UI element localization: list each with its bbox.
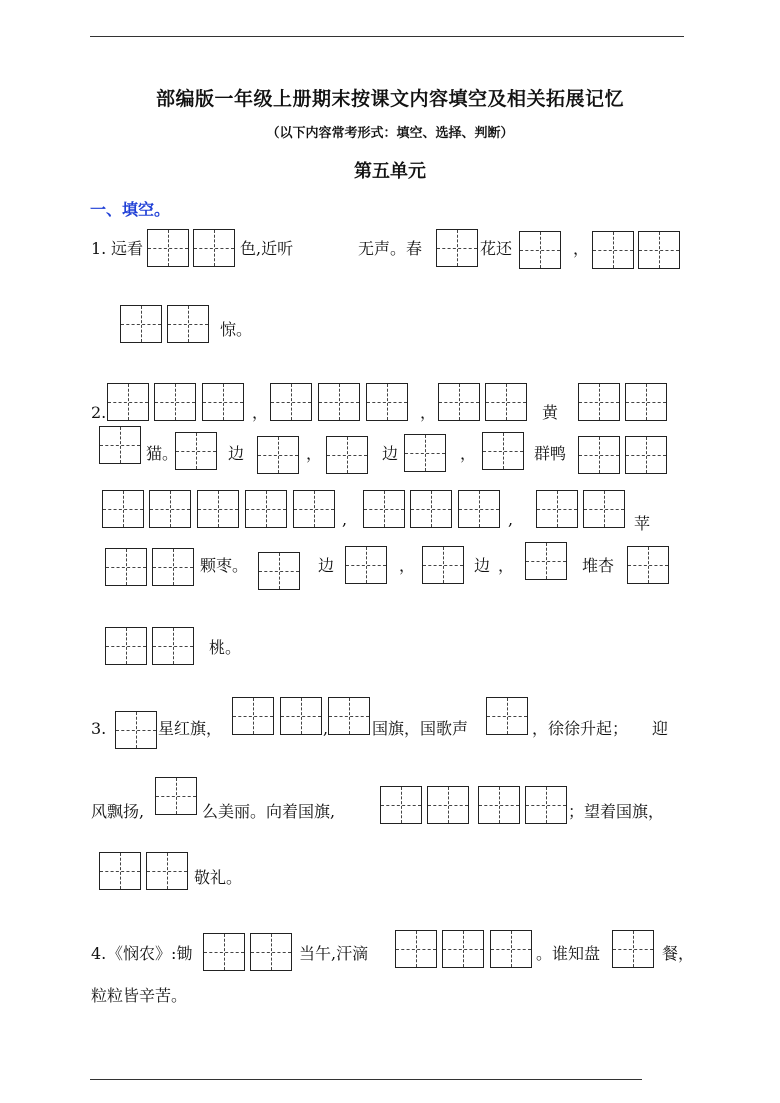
answer-box[interactable]	[232, 697, 274, 735]
q4-text: 《悯农》:锄	[107, 944, 193, 963]
answer-box[interactable]	[120, 305, 162, 343]
q3-text: 国旗，国歌声	[372, 719, 469, 738]
answer-box[interactable]	[410, 490, 452, 528]
answer-box[interactable]	[197, 490, 239, 528]
answer-box[interactable]	[202, 383, 244, 421]
answer-box[interactable]	[478, 786, 520, 824]
q2-text: 桃。	[209, 638, 242, 657]
q2-text: ，	[252, 403, 269, 422]
q2-text: 边	[382, 444, 399, 463]
q1-text: 无声。春	[358, 239, 423, 258]
page-subtitle: （以下内容常考形式：填空、选择、判断）	[266, 126, 514, 141]
q2-text: ，	[460, 444, 477, 463]
q2-text: 猫。	[146, 444, 179, 463]
answer-box[interactable]	[149, 490, 191, 528]
answer-box[interactable]	[380, 786, 422, 824]
answer-box[interactable]	[152, 627, 194, 665]
answer-box[interactable]	[99, 426, 141, 464]
answer-box[interactable]	[328, 697, 370, 735]
q3-text: 敬礼。	[194, 868, 243, 887]
answer-box[interactable]	[592, 231, 634, 269]
q2-text: 群鸭	[534, 444, 567, 463]
answer-box[interactable]	[107, 383, 149, 421]
answer-box[interactable]	[525, 542, 567, 580]
answer-box[interactable]	[147, 229, 189, 267]
answer-box[interactable]	[436, 229, 478, 267]
q3-text: ,	[323, 719, 329, 738]
q2-text: 边	[474, 556, 491, 575]
answer-box[interactable]	[146, 852, 188, 890]
q4-text: 当午,汗滴	[299, 944, 369, 963]
answer-box[interactable]	[458, 490, 500, 528]
answer-box[interactable]	[395, 930, 437, 968]
answer-box[interactable]	[627, 546, 669, 584]
answer-box[interactable]	[99, 852, 141, 890]
page-title: 部编版一年级上册期末按课文内容填空及相关拓展记忆	[155, 88, 624, 110]
q3-text: 星红旗，	[158, 719, 223, 738]
answer-box[interactable]	[486, 697, 528, 735]
q3-text: ，徐徐升起；	[532, 719, 629, 738]
q2-text: 苹	[634, 514, 651, 533]
q2-text: ，	[306, 444, 323, 463]
answer-box[interactable]	[152, 548, 194, 586]
answer-box[interactable]	[638, 231, 680, 269]
bottom-rule	[90, 1079, 642, 1080]
q2-text: ，	[498, 556, 515, 575]
answer-box[interactable]	[193, 229, 235, 267]
answer-box[interactable]	[280, 697, 322, 735]
answer-box[interactable]	[625, 383, 667, 421]
q2-text: 边	[228, 444, 245, 463]
q4-text: 餐，	[662, 944, 695, 963]
answer-box[interactable]	[363, 490, 405, 528]
answer-box[interactable]	[482, 432, 524, 470]
top-rule	[90, 36, 684, 37]
answer-box[interactable]	[326, 436, 368, 474]
answer-box[interactable]	[102, 490, 144, 528]
answer-box[interactable]	[175, 432, 217, 470]
q4-text: 。谁知盘	[536, 944, 601, 963]
q2-text: 黄	[542, 403, 559, 422]
q3-text: ；望着国旗，	[568, 802, 665, 821]
q1-text: 远看	[111, 239, 144, 258]
answer-box[interactable]	[155, 777, 197, 815]
answer-box[interactable]	[525, 786, 567, 824]
answer-box[interactable]	[105, 548, 147, 586]
q2-text: 颗枣。	[200, 556, 249, 575]
q1-text: 惊。	[220, 320, 253, 339]
unit-heading: 第五单元	[354, 161, 426, 182]
answer-box[interactable]	[318, 383, 360, 421]
q3-text: 风飘扬,	[91, 802, 145, 821]
answer-box[interactable]	[422, 546, 464, 584]
answer-box[interactable]	[115, 711, 157, 749]
q2-text: ，	[399, 556, 416, 575]
answer-box[interactable]	[578, 436, 620, 474]
answer-box[interactable]	[167, 305, 209, 343]
answer-box[interactable]	[270, 383, 312, 421]
answer-box[interactable]	[578, 383, 620, 421]
q3-text: 么美丽。向着国旗,	[202, 802, 336, 821]
q1-text: 花还	[480, 239, 513, 258]
answer-box[interactable]	[490, 930, 532, 968]
answer-box[interactable]	[366, 383, 408, 421]
q2-number: 2.	[91, 403, 107, 422]
answer-box[interactable]	[427, 786, 469, 824]
answer-box[interactable]	[154, 383, 196, 421]
q3-text: 迎	[652, 719, 669, 738]
q2-text: ,	[342, 510, 348, 529]
q1-number: 1.	[91, 239, 107, 258]
answer-box[interactable]	[250, 933, 292, 971]
answer-box[interactable]	[442, 930, 484, 968]
answer-box[interactable]	[258, 552, 300, 590]
answer-box[interactable]	[404, 434, 446, 472]
answer-box[interactable]	[485, 383, 527, 421]
answer-box[interactable]	[293, 490, 335, 528]
q4-number: 4.	[91, 944, 107, 963]
answer-box[interactable]	[519, 231, 561, 269]
answer-box[interactable]	[438, 383, 480, 421]
answer-box[interactable]	[245, 490, 287, 528]
answer-box[interactable]	[345, 546, 387, 584]
q2-text: ，	[420, 403, 437, 422]
q1-text: 色,近听	[240, 239, 294, 258]
q2-text: 边	[318, 556, 335, 575]
q3-number: 3.	[91, 719, 107, 738]
q2-text: ,	[508, 510, 514, 529]
answer-box[interactable]	[105, 627, 147, 665]
section-heading: 一、填空。	[90, 200, 171, 219]
q4-text: 粒粒皆辛苦。	[91, 986, 188, 1005]
q1-text: ，	[573, 239, 590, 258]
q2-text: 堆杏	[582, 556, 615, 575]
answer-box[interactable]	[203, 933, 245, 971]
answer-box[interactable]	[536, 490, 578, 528]
answer-box[interactable]	[257, 436, 299, 474]
answer-box[interactable]	[625, 436, 667, 474]
answer-box[interactable]	[583, 490, 625, 528]
answer-box[interactable]	[612, 930, 654, 968]
